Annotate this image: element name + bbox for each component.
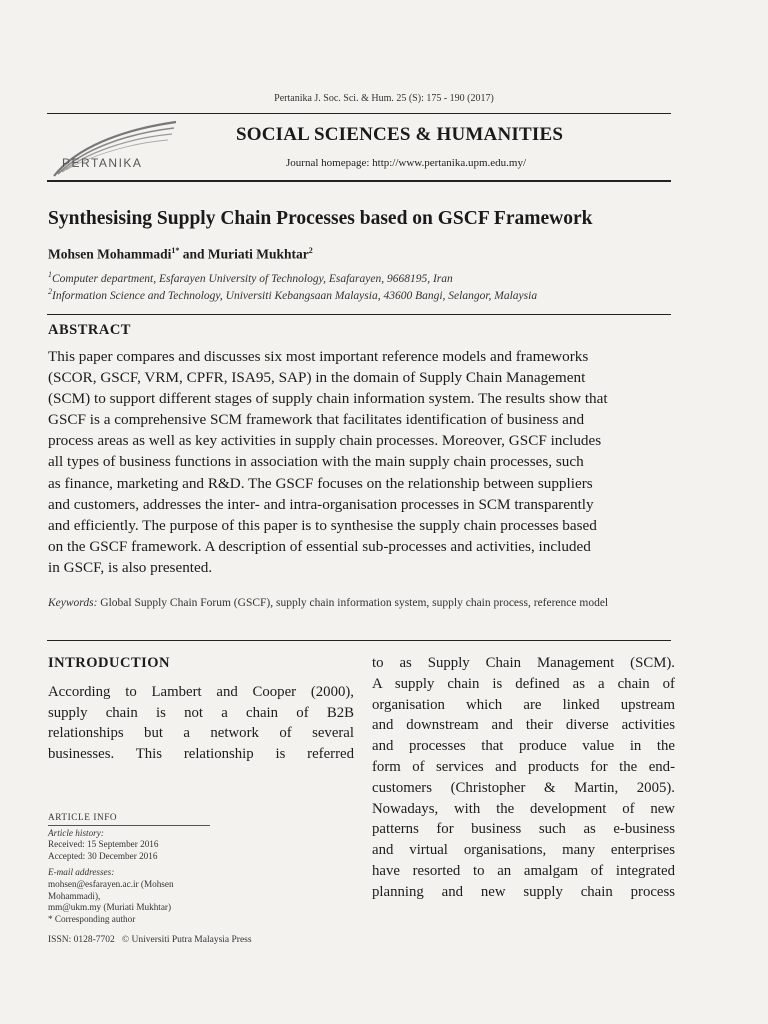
logo-text: PERTANIKA bbox=[62, 156, 143, 170]
introduction-line: relationships but a network of several bbox=[48, 725, 354, 742]
introduction-line: and processes that produce value in the bbox=[372, 738, 675, 755]
paper-title: Synthesising Supply Chain Processes based on GSCF Framework bbox=[48, 208, 593, 229]
journal-citation: Pertanika J. Soc. Sci. & Hum. 25 (S): 175 - 190 (2017) bbox=[274, 93, 494, 104]
introduction-line: customers (Christopher & Martin, 2005). bbox=[372, 779, 675, 796]
author-name: Mohsen Mohammadi bbox=[48, 246, 172, 262]
abstract-line: as finance, marketing and R&D. The GSCF focuses on the relationship between suppliers bbox=[48, 474, 593, 492]
footer bbox=[48, 935, 252, 945]
accepted-date: Accepted: 30 December 2016 bbox=[48, 850, 158, 861]
introduction-line: to as Supply Chain Management (SCM). bbox=[372, 655, 675, 671]
abstract-line: and customers, addresses the inter- and intra-organisation processes in SCM transparently bbox=[48, 495, 594, 513]
pertanika-logo-icon bbox=[48, 118, 183, 180]
affiliation-text: Information Science and Technology, Universiti Kebangsaan Malaysia, 43600 Bangi, Selangor, Malaysia bbox=[52, 289, 538, 302]
keywords bbox=[48, 594, 678, 614]
abstract-line: (SCOR, GSCF, VRM, CPFR, ISA95, SAP) in the domain of Supply Chain Management bbox=[48, 369, 586, 387]
abstract-line: all types of business functions in association with the main supply chain processes, such bbox=[48, 453, 584, 471]
introduction-line: have resorted to an amalgam of integrated bbox=[372, 862, 675, 879]
introduction-left-column bbox=[48, 682, 354, 764]
email-address: mohsen@esfarayen.ac.ir (Mohsen Mohammadi), bbox=[48, 878, 174, 901]
affiliation bbox=[48, 287, 537, 302]
article-info bbox=[48, 812, 210, 925]
introduction-line: patterns for business such as e-business bbox=[372, 821, 675, 838]
affiliation bbox=[48, 270, 453, 285]
abstract-rule bbox=[47, 314, 671, 315]
author-conjunction: and bbox=[179, 246, 208, 262]
introduction-line: organisation which are linked upstream bbox=[372, 696, 675, 713]
keywords-text: Global Supply Chain Forum (GSCF), supply chain information system, supply chain process, reference model bbox=[100, 597, 609, 609]
introduction-line: and virtual organisations, many enterprises bbox=[372, 842, 675, 859]
introduction-heading: INTRODUCTION bbox=[48, 655, 171, 671]
received-date: Received: 15 September 2016 bbox=[48, 839, 159, 850]
affiliation-superscript: 1 bbox=[48, 270, 52, 279]
email-address: mm@ukm.my (Muriati Mukhtar) bbox=[48, 902, 172, 913]
introduction-line: A supply chain is defined as a chain of bbox=[372, 675, 675, 692]
introduction-line: planning and new supply chain process bbox=[372, 883, 675, 900]
email-label: E-mail addresses: bbox=[48, 867, 115, 878]
abstract-line: This paper compares and discusses six most important reference models and frameworks bbox=[48, 348, 589, 365]
issn: ISSN: 0128-7702 bbox=[48, 935, 115, 945]
introduction-line: businesses. This relationship is referred bbox=[48, 745, 354, 762]
copyright: © Universiti Putra Malaysia Press bbox=[121, 935, 252, 945]
article-info-heading: ARTICLE INFO bbox=[48, 812, 210, 826]
journal-title: SOCIAL SCIENCES & HUMANITIES bbox=[236, 124, 564, 145]
author-list bbox=[48, 246, 313, 263]
abstract-line: GSCF is a comprehensive SCM framework that facilitates identification of business and bbox=[48, 411, 585, 429]
abstract-line: on the GSCF framework. A description of essential sub-processes and activities, included bbox=[48, 537, 591, 555]
author-name: Muriati Mukhtar bbox=[207, 246, 309, 262]
header-top-rule bbox=[47, 113, 671, 114]
article-history-label: Article history: bbox=[48, 827, 104, 838]
introduction-line: form of services and products for the end- bbox=[372, 758, 675, 775]
affiliation-text: Computer department, Esfarayen University of Technology, Esafarayen, 9668195, Iran bbox=[52, 272, 453, 285]
corresponding-author-note: * Corresponding author bbox=[48, 913, 136, 924]
keywords-label: Keywords: bbox=[48, 597, 98, 609]
affiliation-superscript: 2 bbox=[48, 287, 52, 296]
abstract-line: in GSCF, is also presented. bbox=[48, 558, 213, 576]
author-superscript: 2 bbox=[308, 246, 313, 255]
introduction-line: Nowadays, with the development of new bbox=[372, 800, 675, 817]
abstract-line: process areas as well as key activities in supply chain processes. Moreover, GSCF includes bbox=[48, 432, 602, 450]
author-superscript: 1* bbox=[171, 246, 180, 255]
header-bottom-rule bbox=[47, 180, 671, 182]
abstract-heading: ABSTRACT bbox=[48, 322, 131, 338]
abstract-line: (SCM) to support different stages of supply chain information system. The results show that bbox=[48, 390, 608, 408]
introduction-rule bbox=[47, 640, 671, 641]
abstract-body bbox=[48, 346, 673, 578]
abstract-line: and efficiently. The purpose of this paper is to synthesise the supply chain processes based bbox=[48, 516, 597, 534]
introduction-line: and downstream and their diverse activities bbox=[372, 717, 675, 734]
introduction-line: supply chain is not a chain of B2B bbox=[48, 704, 354, 721]
introduction-line: According to Lambert and Cooper (2000), bbox=[48, 684, 354, 700]
journal-homepage: Journal homepage: http://www.pertanika.upm.edu.my/ bbox=[286, 157, 527, 169]
introduction-right-column bbox=[372, 653, 675, 903]
